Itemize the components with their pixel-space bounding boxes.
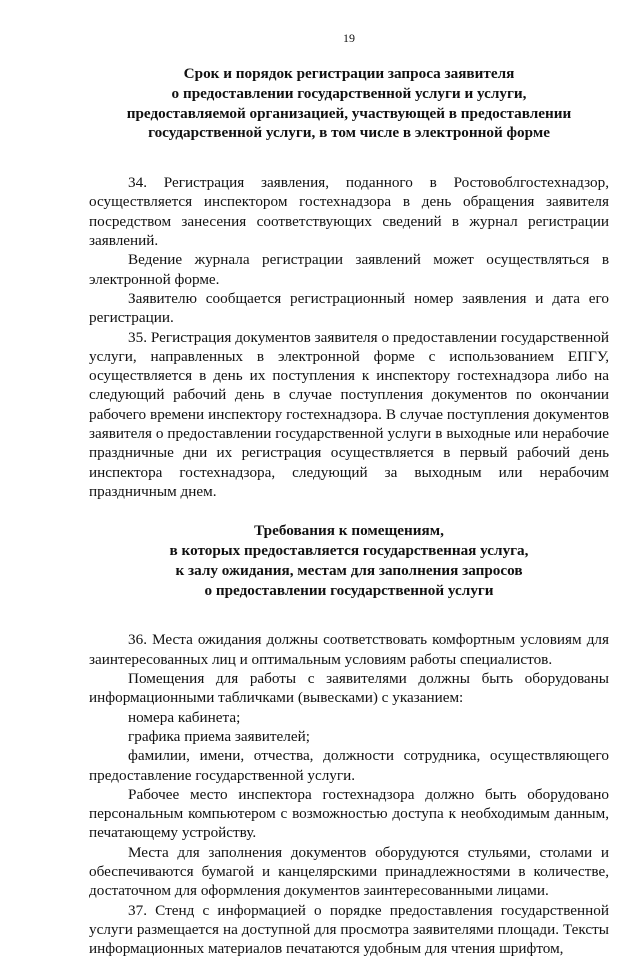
list-item-room-number: номера кабинета; <box>128 708 241 726</box>
heading-line: Срок и порядок регистрации запроса заявителя <box>183 65 515 82</box>
heading-line: в которых предоставляется государственная услуга, <box>169 542 529 560</box>
spacer <box>89 143 609 173</box>
section-body-premises <box>89 630 609 958</box>
paragraph-34: 34. Регистрация заявления, поданного в Ростовоблгостехнадзор, осуществляется инспектором гостехнадзора в день обращения заявителя посредством занесения соответствующих сведений в журнал регистрации заявлений. <box>89 174 609 250</box>
paragraph-premises: Помещения для работы с заявителями должны быть оборудованы информационными табличками (вывесками) с указанием: <box>89 670 609 707</box>
paragraph-36: 36. Места ожидания должны соответствовать комфортным условиям для заинтересованных лиц и оптимальным условиям работы специалистов. <box>89 631 609 668</box>
paragraph-workplace: Рабочее место инспектора гостехнадзора должно быть оборудовано персональным компьютером с возможностью доступа к необходимым данным, печатающему устройству. <box>89 785 609 842</box>
section-heading-premises <box>89 521 609 600</box>
list-item-schedule: графика приема заявителей; <box>128 727 310 745</box>
paragraph-37: 37. Стенд с информацией о порядке предоставления государственной услуги размещается на доступной для просмотра заявителями площади. Тексты информационных материалов печатаются удобным для чтения шрифтом, <box>89 901 609 958</box>
heading-line: Требования к помещениям, <box>254 522 444 540</box>
section-heading-registration <box>89 64 609 143</box>
paragraph-journal: Ведение журнала регистрации заявлений может осуществляться в электронной форме. <box>89 251 609 288</box>
paragraph-registration-number: Заявителю сообщается регистрационный номер заявления и дата его регистрации. <box>89 289 609 327</box>
heading-line: о предоставлении государственной услуги <box>204 581 494 599</box>
spacer <box>89 600 609 630</box>
heading-line: государственной услуги, в том числе в электронной форме <box>148 124 550 142</box>
heading-line: предоставляемой организацией, участвующей в предоставлении <box>126 104 572 122</box>
heading-line: о предоставлении государственной услуги и услуги, <box>171 84 527 102</box>
heading-line: к залу ожидания, местам для заполнения запросов <box>175 561 523 579</box>
section-body-registration <box>89 173 609 501</box>
paragraph-filling-places: Места для заполнения документов оборудуются стульями, столами и обеспечиваются бумагой и канцелярскими принадлежностями в количестве, достаточном для оформления документов заинтересованными лицами. <box>89 843 609 900</box>
paragraph-35: 35. Регистрация документов заявителя о предоставлении государственной услуги, направленных в электронной форме с использованием ЕПГУ, осуществляется в день их поступления к инспектору гостехнадзора либо на следующий рабочий день в случае поступления документов по окончании рабочего времени инспектору гостехнадзора. В случае поступления документов заявителя о предоставлении государственной услуги в выходные или нерабочие праздничные дни их регистрация осуществляется в первый рабочий день инспектора гостехнадзора, следующий за выходным или нерабочим праздничным днем. <box>89 328 609 500</box>
list-item-employee-name: фамилии, имени, отчества, должности сотрудника, осуществляющего предоставление государственной услуги. <box>89 747 609 784</box>
spacer <box>89 501 609 521</box>
page-number: 19 <box>343 31 355 45</box>
